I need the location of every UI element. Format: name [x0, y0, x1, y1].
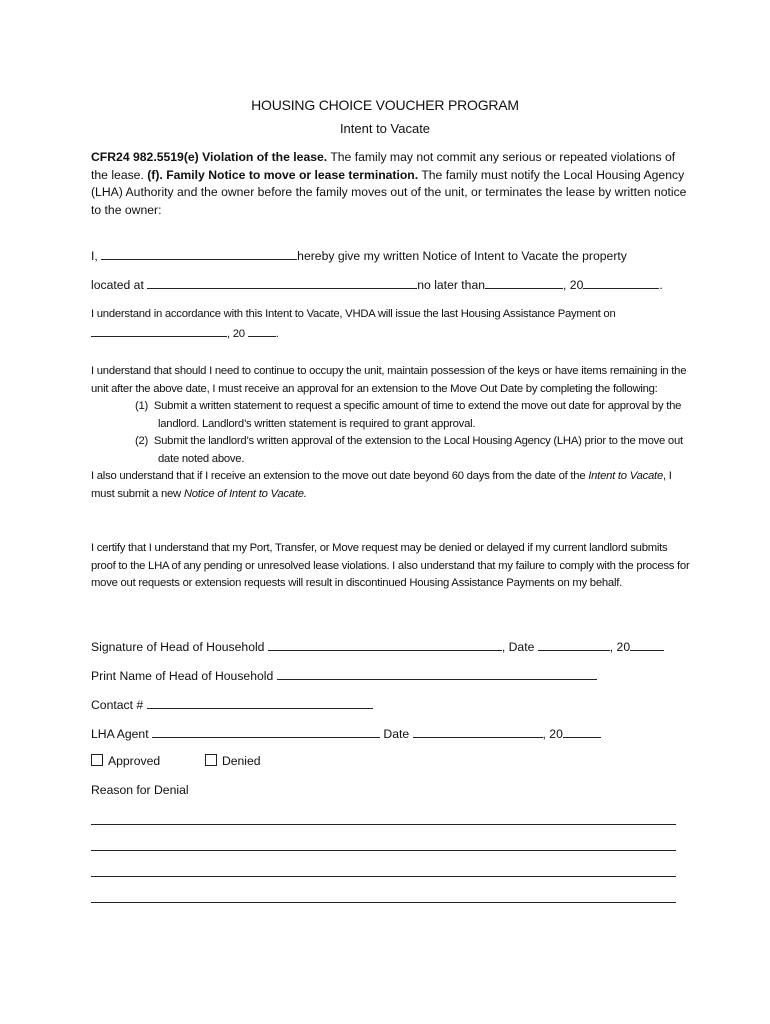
also-text-mid: , I must submit a new	[91, 470, 672, 500]
print-name-line	[91, 667, 597, 683]
also-text: I also understand that if I receive an extension to the move out date beyond 60 days from the date of the	[91, 470, 589, 482]
hap-year-field[interactable]	[248, 324, 276, 337]
reason-line-4[interactable]	[91, 902, 676, 903]
form-subtitle: Intent to Vacate	[339, 121, 431, 136]
reason-line-1[interactable]	[91, 824, 676, 825]
print-name-field[interactable]	[277, 667, 597, 680]
property-address-field[interactable]	[147, 276, 417, 289]
hap-date-field[interactable]	[91, 324, 227, 337]
list-item	[91, 433, 691, 468]
agent-date-field[interactable]	[413, 725, 543, 738]
contact-field[interactable]	[147, 696, 373, 709]
decision-line	[91, 754, 261, 768]
approved-checkbox[interactable]	[91, 754, 103, 766]
agent-year-field[interactable]	[563, 725, 601, 738]
intent-to-vacate-italic: Intent to Vacate	[588, 470, 663, 482]
intro-text-1: The family may not commit any serious or repeated violations of the lease.	[91, 150, 676, 182]
vacate-year-prefix: , 20	[563, 278, 584, 292]
intro-text-2: The family must notify the Local Housing Agency (LHA) Authority and the owner before the family moves out of the unit, or terminates the lease by written notice to the owner:	[91, 167, 687, 217]
period: .	[659, 278, 663, 292]
denied-label: Denied	[221, 754, 261, 768]
reason-for-denial-label: Reason for Denial	[91, 783, 189, 797]
tenant-name-line	[91, 247, 627, 263]
vacate-date-field[interactable]	[485, 276, 563, 289]
certify-paragraph: I certify that I understand that my Port, Transfer, or Move request may be denied or delayed if my current landlord submits proof to the LHA of any pending or unresolved lease violations. I also understand that my failure to comply with the process for move out requests or extension requests will result in discontinued Housing Assistance Payments on my behalf.	[91, 542, 690, 589]
list-text: Submit the landlord’s written approval of the extension to the Local Housing Agency (LHA) prior to the move out date noted above.	[153, 435, 683, 465]
signature-year-field[interactable]	[630, 638, 664, 651]
extension-60-days-text	[91, 470, 672, 500]
located-at-label: located at	[91, 278, 144, 292]
approved-label: Approved	[108, 754, 161, 768]
form-title: HOUSING CHOICE VOUCHER PROGRAM	[251, 97, 519, 113]
regulation-citation: CFR24 982.5519(e) Violation of the lease.	[91, 150, 328, 164]
hap-paragraph	[91, 306, 691, 343]
list-item	[91, 398, 691, 433]
notice-text: hereby give my written Notice of Intent to Vacate the property	[297, 249, 627, 263]
date-label: , Date	[501, 640, 535, 654]
hap-text: I understand in accordance with this Intent to Vacate, VHDA will issue the last Housing Assistance Payment on	[91, 308, 616, 320]
property-address-line	[91, 276, 663, 292]
vacate-year-field[interactable]	[583, 276, 659, 289]
list-number: (1)	[135, 400, 149, 412]
signature-field[interactable]	[268, 638, 502, 651]
list-number: (2)	[135, 435, 149, 447]
lha-agent-line	[91, 725, 601, 741]
list-text: Submit a written statement to request a specific amount of time to extend the move out date for approval by the landlord. Landlord’s written statement is required to grant approval.	[153, 400, 682, 430]
denied-checkbox[interactable]	[205, 754, 217, 766]
signature-line	[91, 638, 664, 654]
year-prefix: , 20	[609, 640, 631, 654]
lha-agent-label: LHA Agent	[91, 727, 149, 741]
intro-paragraph	[91, 149, 691, 219]
print-name-label: Print Name of Head of Household	[91, 669, 274, 683]
agent-year-prefix: , 20	[542, 727, 563, 741]
section-f-heading: (f). Family Notice to move or lease termination.	[147, 167, 419, 182]
extension-section	[91, 363, 691, 503]
extension-paragraph: I understand that should I need to continue to occupy the unit, maintain possession of the keys or have items remaining in the unit after the above date, I must receive an approval for an extension to the Move Out Date by completing the following:	[91, 365, 687, 395]
tenant-name-field[interactable]	[101, 247, 297, 260]
reason-line-3[interactable]	[91, 876, 676, 877]
signature-label: Signature of Head of Household	[91, 640, 265, 654]
lha-agent-field[interactable]	[152, 725, 380, 738]
contact-label: Contact #	[91, 698, 144, 712]
i-prefix: I,	[91, 249, 98, 263]
agent-date-label: Date	[383, 727, 410, 741]
hap-year-prefix: , 20	[227, 327, 245, 340]
reason-line-2[interactable]	[91, 850, 676, 851]
period: .	[275, 327, 279, 340]
notice-italic: Notice of Intent to Vacate.	[183, 487, 307, 500]
contact-line	[91, 696, 373, 712]
signature-date-field[interactable]	[538, 638, 610, 651]
no-later-than-label: no later than	[417, 278, 486, 292]
